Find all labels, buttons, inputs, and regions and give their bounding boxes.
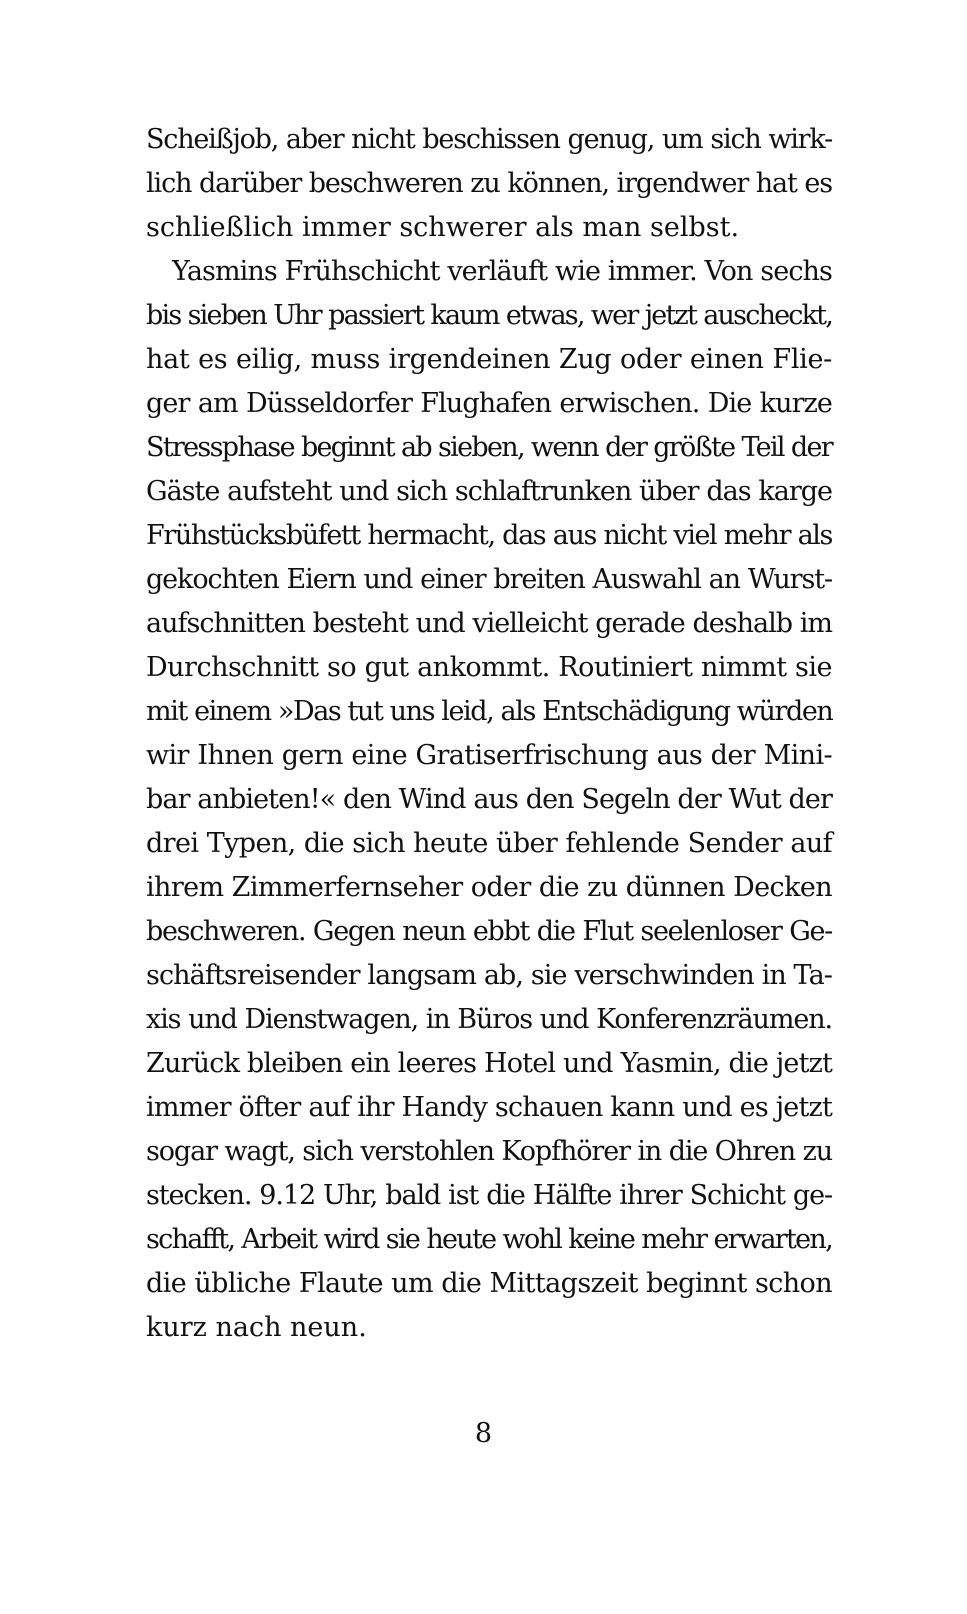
text-line: mit einem »Das tut uns leid, als Entschädigung würden bbox=[146, 696, 833, 727]
body-text bbox=[146, 118, 832, 1350]
text-line: ger am Düsseldorfer Flughafen erwischen. Die kurze bbox=[146, 388, 832, 419]
text-line: sogar wagt, sich verstohlen Kopfhörer in die Ohren zu bbox=[146, 1136, 832, 1167]
text-line: wir Ihnen gern eine Gratiserfrischung aus der Mini- bbox=[146, 740, 832, 771]
text-line: Frühstücksbüfett hermacht, das aus nicht viel mehr als bbox=[146, 520, 832, 551]
text-line: kurz nach neun. bbox=[146, 1312, 367, 1343]
text-line: bis sieben Uhr passiert kaum etwas, wer jetzt auscheckt, bbox=[146, 300, 832, 331]
text-line: lich darüber beschweren zu können, irgendwer hat es bbox=[146, 168, 832, 199]
text-line: die übliche Flaute um die Mittagszeit beginnt schon bbox=[146, 1268, 832, 1299]
text-line: gekochten Eiern und einer breiten Auswahl an Wurst- bbox=[146, 564, 832, 595]
text-line: immer öfter auf ihr Handy schauen kann und es jetzt bbox=[146, 1092, 832, 1123]
text-line: bar anbieten!« den Wind aus den Segeln der Wut der bbox=[146, 784, 832, 815]
text-line: drei Typen, die sich heute über fehlende Sender auf bbox=[146, 828, 832, 859]
text-line: Stressphase beginnt ab sieben, wenn der größte Teil der bbox=[146, 432, 832, 463]
text-line: Durchschnitt so gut ankommt. Routiniert nimmt sie bbox=[146, 652, 832, 683]
text-line: ihrem Zimmerfernseher oder die zu dünnen Decken bbox=[146, 872, 832, 903]
text-line: hat es eilig, muss irgendeinen Zug oder einen Flie- bbox=[146, 344, 832, 375]
text-line: Gäste aufsteht und sich schlaftrunken über das karge bbox=[146, 476, 832, 507]
text-line: aufschnitten besteht und vielleicht gerade deshalb im bbox=[146, 608, 832, 639]
text-line: schafft, Arbeit wird sie heute wohl keine mehr erwarten, bbox=[146, 1224, 832, 1255]
text-line: Scheißjob, aber nicht beschissen genug, um sich wirk- bbox=[146, 124, 832, 155]
text-line: Yasmins Frühschicht verläuft wie immer. Von sechs bbox=[172, 256, 832, 287]
page-number: 8 bbox=[474, 1418, 493, 1449]
text-line: xis und Dienstwagen, in Büros und Konferenzräumen. bbox=[146, 1004, 832, 1035]
text-line: stecken. 9.12 Uhr, bald ist die Hälfte ihrer Schicht ge- bbox=[146, 1180, 832, 1211]
text-line: schließlich immer schwerer als man selbst. bbox=[146, 212, 740, 243]
text-line: schäftsreisender langsam ab, sie verschwinden in Ta- bbox=[146, 960, 832, 991]
text-line: beschweren. Gegen neun ebbt die Flut seelenloser Ge- bbox=[146, 916, 832, 947]
text-line: Zurück bleiben ein leeres Hotel und Yasmin, die jetzt bbox=[146, 1048, 833, 1079]
